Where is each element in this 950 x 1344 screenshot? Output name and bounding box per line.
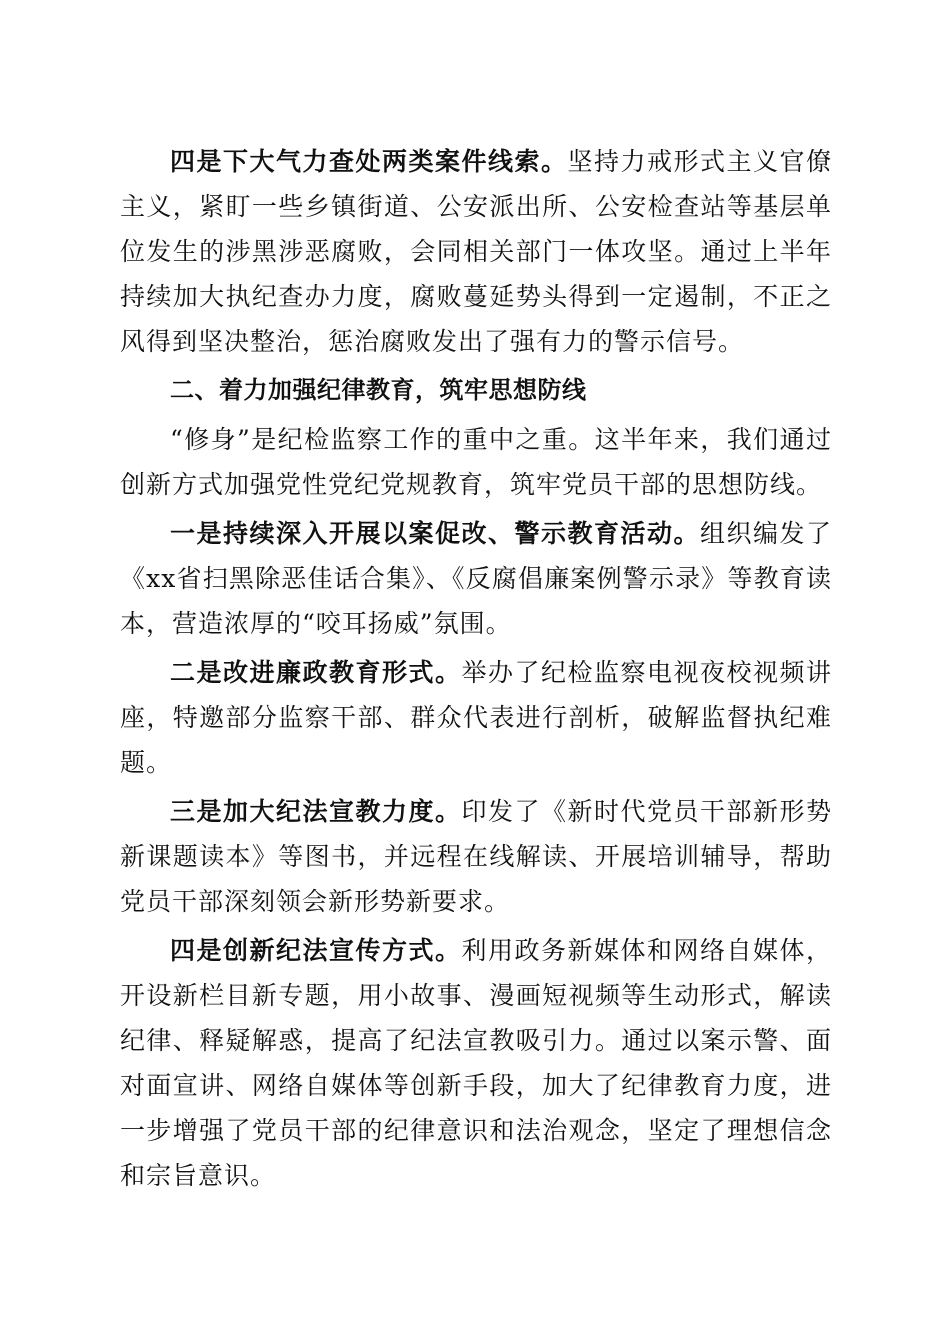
paragraph-body: 坚持力戒形式主义官僚主义，紧盯一些乡镇街道、公安派出所、公安检查站等基层单位发生的涉黑涉恶腐败，会同相关部门一体攻坚。通过上半年持续加大执纪查办力度，腐败蔓延势头得到一定遏制，不正之风得到坚决整治，惩治腐败发出了强有力的警示信号。	[120, 147, 832, 356]
paragraph-lead: 一是持续深入开展以案促改、警示教育活动。	[170, 519, 700, 548]
paragraph-lead: 四是创新纪法宣传方式。	[170, 936, 462, 965]
paragraph-item-3	[120, 789, 832, 924]
paragraph-intro: “修身”是纪检监察工作的重中之重。这半年来，我们通过创新方式加强党性党纪党规教育，筑牢党员干部的思想防线。	[120, 425, 832, 499]
paragraph-body: 利用政务新媒体和网络自媒体，开设新栏目新专题，用小故事、漫画短视频等生动形式，解读纪律、释疑解惑，提高了纪法宣教吸引力。通过以案示警、面对面宣讲、网络自媒体等创新手段，加大了纪律教育力度，进一步增强了党员干部的纪律意识和法治观念，坚定了理想信念和宗旨意识。	[120, 936, 832, 1190]
paragraph-body: 组织编发了《xx省扫黑除恶佳话合集》、《反腐倡廉案例警示录》等教育读本，营造浓厚的“咬耳扬威”氛围。	[120, 519, 832, 638]
paragraph-item-4	[120, 928, 832, 1198]
document-page	[120, 139, 832, 1198]
paragraph-lead: 二是改进廉政教育形式。	[170, 658, 462, 687]
paragraph-item-1	[120, 511, 832, 646]
paragraph-lead: 三是加大纪法宣教力度。	[170, 797, 462, 826]
paragraph-item-2	[120, 650, 832, 785]
paragraph-body: 印发了《新时代党员干部新形势新课题读本》等图书，并远程在线解读、开展培训辅导，帮助党员干部深刻领会新形势新要求。	[120, 797, 832, 916]
paragraph-body: 举办了纪检监察电视夜校视频讲座，特邀部分监察干部、群众代表进行剖析，破解监督执纪难题。	[120, 658, 832, 777]
paragraph-lead: 四是下大气力查处两类案件线索。	[170, 147, 568, 176]
section-heading: 二、着力加强纪律教育，筑牢思想防线	[170, 376, 587, 404]
paragraph-case-clues	[120, 139, 832, 364]
